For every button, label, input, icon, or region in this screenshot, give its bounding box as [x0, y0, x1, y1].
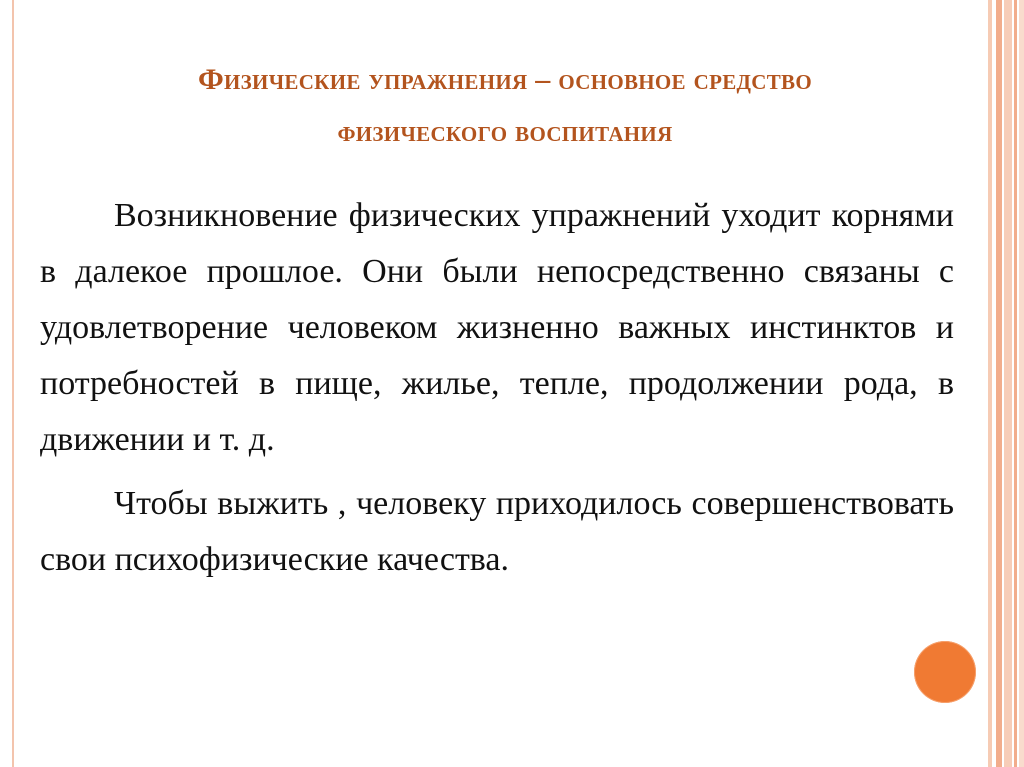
- slide-body: [40, 188, 954, 588]
- body-paragraph-2: Чтобы выжить , человеку приходилось совершенствовать свои психофизические качества.: [40, 485, 954, 578]
- left-decorative-line: [12, 0, 14, 767]
- right-decorative-stripe: [1019, 0, 1024, 767]
- right-decorative-stripe: [1014, 0, 1017, 767]
- slide-title-line-1: Физические упражнения – основное средство: [197, 63, 813, 96]
- right-decorative-stripe: [1004, 0, 1012, 767]
- right-decorative-stripe: [996, 0, 1002, 767]
- body-paragraph-1: Возникновение физических упражнений уходит корнями в далекое прошлое. Они были непосредственно связаны с удовлетворение человеком жизненно важных инстинктов и потребностей в пище, жилье, тепле, продолжении рода, в движении и т. д.: [40, 197, 954, 458]
- slide-title: [20, 54, 990, 158]
- slide-title-line-2: физического воспитания: [337, 115, 673, 148]
- orange-circle-decoration: [914, 641, 976, 703]
